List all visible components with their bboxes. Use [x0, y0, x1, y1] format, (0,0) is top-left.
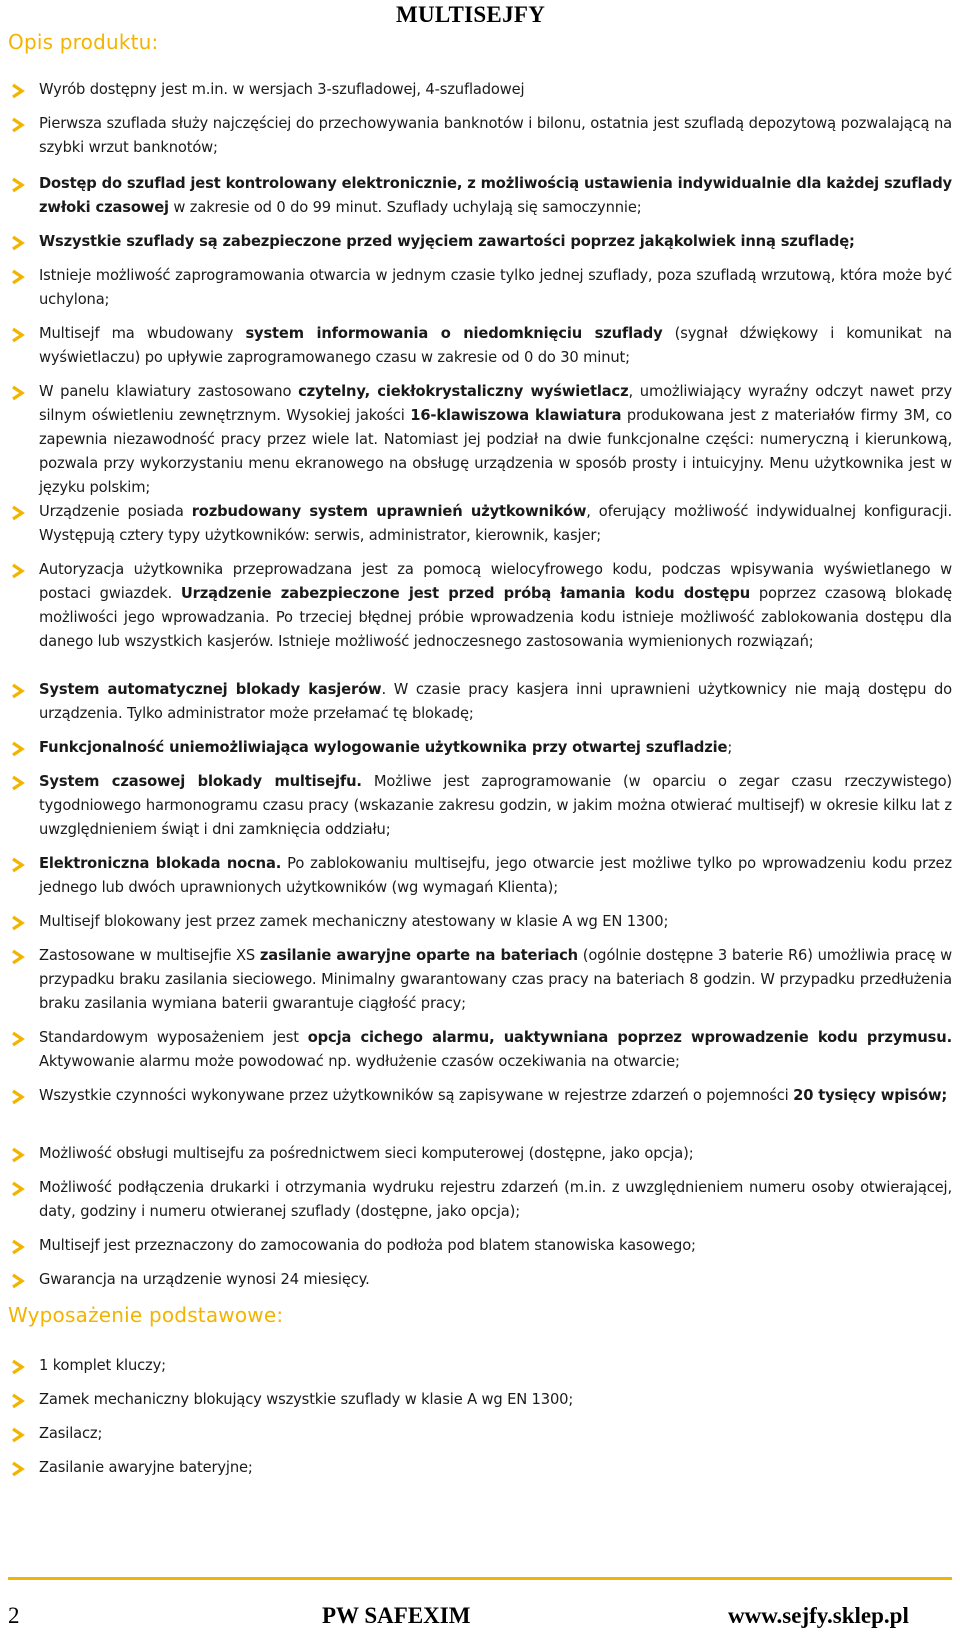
- chevron-right-icon: [10, 1239, 26, 1255]
- item-text: Autoryzacja użytkownika przeprowadzana jest za pomocą wielocyfrowego kodu, podczas wpisywania wyświetlanego w postaci gwiazdek.: [39, 561, 952, 602]
- footer-divider: [8, 1577, 952, 1580]
- list-item: [0, 264, 960, 312]
- item-text: Zasilacz;: [39, 1425, 103, 1442]
- bold-text: rozbudowany system uprawnień użytkowników: [191, 503, 587, 520]
- item-text: Możliwe jest zaprogramowanie (w oparciu o zegar czasu rzeczywistego) tygodniowego harmonogramu czasu pracy (wskazanie zakresu godzin, w jakim można otwierać multisejf) w okresie kilku lat z uwzględnieniem świąt i dni zamknięcia oddziału;: [39, 773, 952, 838]
- list-item: [0, 736, 960, 760]
- item-text: , umożliwiający wyraźny odczyt nawet przy silnym oświetleniu zewnętrznym. Wysokiej jakości: [39, 383, 952, 424]
- chevron-right-icon: [10, 1273, 26, 1289]
- page-number: 2: [8, 1603, 20, 1628]
- chevron-right-icon: [10, 117, 26, 133]
- bold-text: 20 tysięcy wpisów;: [793, 1087, 948, 1104]
- list-item: [0, 1084, 960, 1108]
- item-text: Możliwość obsługi multisejfu za pośrednictwem sieci komputerowej (dostępne, jako opcja);: [39, 1145, 694, 1162]
- bold-text: System automatycznej blokady kasjerów: [39, 681, 382, 698]
- chevron-right-icon: [10, 1147, 26, 1163]
- chevron-right-icon: [10, 775, 26, 791]
- list-item: [0, 78, 960, 102]
- item-text: Zasilanie awaryjne bateryjne;: [39, 1459, 253, 1476]
- chevron-right-icon: [10, 1031, 26, 1047]
- item-text: W panelu klawiatury zastosowano: [39, 383, 299, 400]
- chevron-right-icon: [10, 949, 26, 965]
- list-item: [0, 1234, 960, 1258]
- bold-text: system informowania o niedomknięciu szuflady: [245, 325, 663, 342]
- item-text: ;: [727, 739, 733, 756]
- chevron-right-icon: [10, 563, 26, 579]
- item-text: poprzez czasową blokadę możliwości jego wprowadzania. Po trzeciej błędnej próbie wprowadzenia kodu istnieje możliwość zablokowania dostępu dla danego lub wszystkich kasjerów. Istnieje możliwość jednoczesnego zastosowania wymienionych rozwiązań;: [39, 585, 952, 650]
- chevron-right-icon: [10, 1393, 26, 1409]
- item-text: , oferujący możliwość indywidualnej konfiguracji. Występują cztery typy użytkowników: serwis, administrator, kierownik, kasjer;: [39, 503, 952, 544]
- list-item: [0, 770, 960, 842]
- chevron-right-icon: [10, 505, 26, 521]
- section-heading-product-description: Opis produktu:: [8, 30, 159, 54]
- item-text: (ogólnie dostępne 3 baterie R6) umożliwia pracę w przypadku braku zasilania sieciowego. Minimalny gwarantowany czas pracy na bateriach 8 godzin. W przypadku przedłużenia braku zasilania wymiana baterii gwarantuje ciągłość pracy;: [39, 947, 952, 1012]
- list-item: [0, 112, 960, 160]
- list-item: [0, 172, 960, 220]
- item-text: Wszystkie czynności wykonywane przez użytkowników są zapisywane w rejestrze zdarzeń o pojemności: [39, 1087, 794, 1104]
- chevron-right-icon: [10, 741, 26, 757]
- item-text: Istnieje możliwość zaprogramowania otwarcia w jednym czasie tylko jednej szuflady, poza szufladą wrzutową, która może być uchylona;: [39, 267, 952, 308]
- list-item: [0, 1456, 960, 1480]
- item-text: Po zablokowaniu multisejfu, jego otwarcie jest możliwe tylko po wprowadzeniu kodu przez jednego lub dwóch uprawnionych użytkowników (wg wymagań Klienta);: [39, 855, 952, 896]
- item-text: Możliwość podłączenia drukarki i otrzymania wydruku rejestru zdarzeń (m.in. z uwzględnieniem numeru osoby otwierającej, daty, godziny i numeru otwieranej szuflady (dostępne, jako opcja);: [39, 1179, 952, 1220]
- list-item: [0, 322, 960, 370]
- chevron-right-icon: [10, 327, 26, 343]
- chevron-right-icon: [10, 1089, 26, 1105]
- list-item: [0, 558, 960, 654]
- chevron-right-icon: [10, 857, 26, 873]
- bold-text: Funkcjonalność uniemożliwiająca wylogowanie użytkownika przy otwartej szufladzie: [39, 739, 728, 756]
- item-text: Wyrób dostępny jest m.in. w wersjach 3-szufladowej, 4-szufladowej: [39, 81, 525, 98]
- item-text: Multisejf ma wbudowany: [39, 325, 246, 342]
- company-name: PW SAFEXIM: [322, 1603, 471, 1628]
- chevron-right-icon: [10, 83, 26, 99]
- list-item: [0, 380, 960, 500]
- list-item: [0, 1026, 960, 1074]
- document-title: MULTISEJFY: [396, 2, 546, 27]
- bold-text: Dostęp do szuflad jest kontrolowany elektronicznie, z możliwością ustawienia indywidualnie dla każdej szuflady zwłoki czasowej: [39, 175, 952, 216]
- item-text: w zakresie od 0 do 99 minut. Szuflady uchylają się samoczynnie;: [168, 199, 642, 216]
- website-url: www.sejfy.sklep.pl: [728, 1603, 909, 1628]
- chevron-right-icon: [10, 1427, 26, 1443]
- bold-text: Elektroniczna blokada nocna.: [39, 855, 282, 872]
- item-text: (sygnał dźwiękowy i komunikat na wyświetlaczu) po upływie zaprogramowanego czasu w zakresie od 0 do 30 minut;: [39, 325, 952, 366]
- chevron-right-icon: [10, 1359, 26, 1375]
- chevron-right-icon: [10, 177, 26, 193]
- item-text: Zastosowane w multisejfie XS: [39, 947, 260, 964]
- bold-text: Wszystkie szuflady są zabezpieczone przed wyjęciem zawartości poprzez jakąkolwiek inną szufladę;: [39, 233, 855, 250]
- item-text: Multisejf blokowany jest przez zamek mechaniczny atestowany w klasie A wg EN 1300;: [39, 913, 669, 930]
- list-item: [0, 1422, 960, 1446]
- list-item: [0, 1176, 960, 1224]
- item-text: Urządzenie posiada: [39, 503, 192, 520]
- list-item: [0, 500, 960, 548]
- bold-text: czytelny, ciekłokrystaliczny wyświetlacz: [298, 383, 629, 400]
- chevron-right-icon: [10, 385, 26, 401]
- chevron-right-icon: [10, 1461, 26, 1477]
- item-text: produkowana jest z materiałów firmy 3M, co zapewnia niezawodność pracy przez wiele lat. Natomiast jej podział na dwie funkcjonalne części: numeryczną i kierunkową, pozwala przy wykorzystaniu menu ekranowego na obsługę urządzenia w sposób prosty i intuicyjny. Menu użytkownika jest w języku polskim;: [39, 407, 953, 496]
- chevron-right-icon: [10, 683, 26, 699]
- list-item: [0, 852, 960, 900]
- list-item: [0, 678, 960, 726]
- list-item: [0, 910, 960, 934]
- item-text: 1 komplet kluczy;: [39, 1357, 166, 1374]
- item-text: Pierwsza szuflada służy najczęściej do przechowywania banknotów i bilonu, ostatnia jest szufladą depozytową pozwalającą na szybki wrzut banknotów;: [39, 115, 952, 156]
- list-item: [0, 230, 960, 254]
- chevron-right-icon: [10, 269, 26, 285]
- bold-text: 16-klawiszowa klawiatura: [410, 407, 622, 424]
- bold-text: opcja cichego alarmu, uaktywniana poprzez wprowadzenie kodu przymusu.: [307, 1029, 952, 1046]
- item-text: Aktywowanie alarmu może powodować np. wydłużenie czasów oczekiwania na otwarcie;: [39, 1053, 680, 1070]
- chevron-right-icon: [10, 1181, 26, 1197]
- list-item: [0, 1388, 960, 1412]
- bold-text: Urządzenie zabezpieczone jest przed próbą łamania kodu dostępu: [180, 585, 751, 602]
- item-text: Multisejf jest przeznaczony do zamocowania do podłoża pod blatem stanowiska kasowego;: [39, 1237, 696, 1254]
- chevron-right-icon: [10, 915, 26, 931]
- list-item: [0, 944, 960, 1016]
- section-heading-standard-equipment: Wyposażenie podstawowe:: [8, 1303, 284, 1327]
- chevron-right-icon: [10, 235, 26, 251]
- item-text: Gwarancja na urządzenie wynosi 24 miesięcy.: [39, 1271, 370, 1288]
- bold-text: zasilanie awaryjne oparte na bateriach: [259, 947, 578, 964]
- item-text: . W czasie pracy kasjera inni uprawnieni użytkownicy nie mają dostępu do urządzenia. Tylko administrator może przełamać tę blokadę;: [39, 681, 952, 722]
- list-item: [0, 1142, 960, 1166]
- item-text: Standardowym wyposażeniem jest: [39, 1029, 308, 1046]
- list-item: [0, 1354, 960, 1378]
- bold-text: System czasowej blokady multisejfu.: [39, 773, 362, 790]
- item-text: Zamek mechaniczny blokujący wszystkie szuflady w klasie A wg EN 1300;: [39, 1391, 574, 1408]
- list-item: [0, 1268, 960, 1292]
